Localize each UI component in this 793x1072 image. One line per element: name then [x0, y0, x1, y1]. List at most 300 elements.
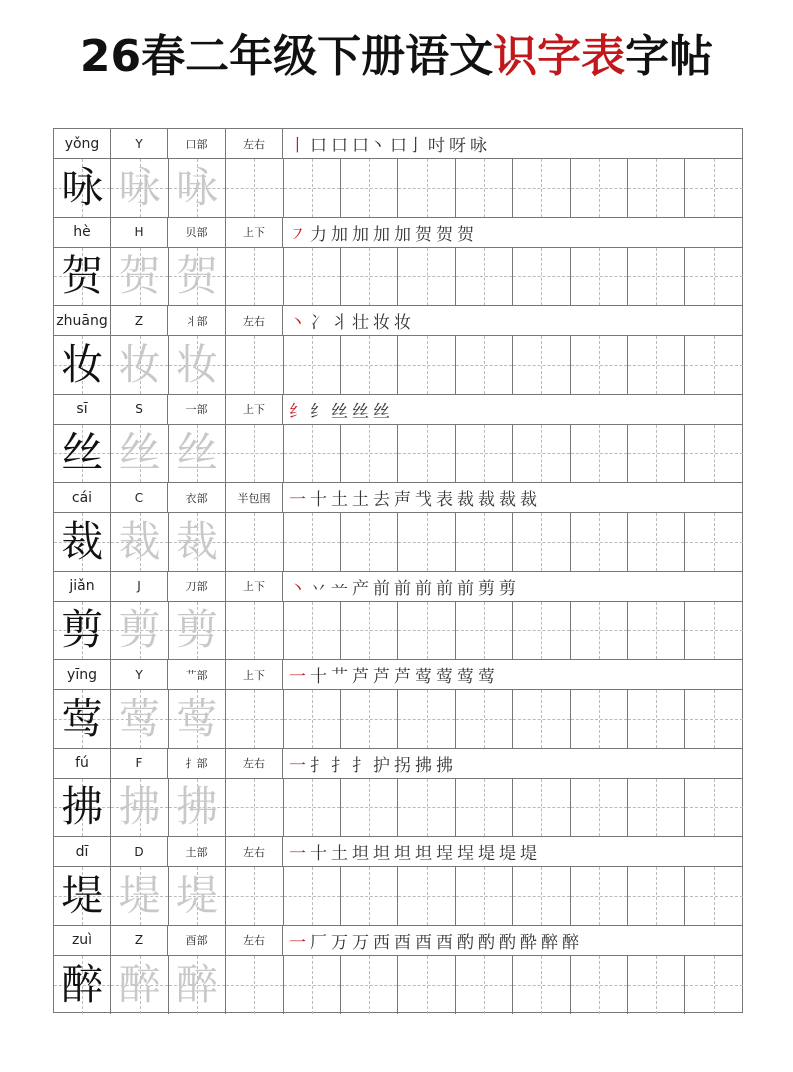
blank-practice-box[interactable] — [456, 425, 513, 483]
stroke-step: 十 — [310, 490, 327, 510]
blank-practice-box[interactable] — [685, 336, 742, 394]
blank-practice-box[interactable] — [226, 690, 283, 748]
model-character: 堤 — [61, 870, 104, 920]
blank-practice-box[interactable] — [398, 779, 455, 837]
blank-practice-box[interactable] — [456, 513, 513, 571]
trace-character: 妆 — [118, 339, 161, 389]
pinyin-label: yǒng — [54, 129, 111, 158]
blank-practice-box[interactable] — [571, 336, 628, 394]
stroke-step: 坦 — [394, 844, 411, 864]
stroke-order — [283, 306, 742, 335]
stroke-step: 莺 — [415, 667, 432, 687]
blank-practice-box[interactable] — [398, 867, 455, 925]
stroke-step: 声 — [394, 490, 411, 510]
stroke-order — [283, 926, 742, 955]
pinyin-label: yīng — [54, 660, 111, 689]
blank-practice-box[interactable] — [341, 248, 398, 306]
blank-practice-box[interactable] — [571, 690, 628, 748]
blank-practice-box[interactable] — [398, 425, 455, 483]
blank-practice-box[interactable] — [284, 602, 341, 660]
stroke-step: 土 — [352, 490, 369, 510]
structure-label: 左右 — [226, 837, 283, 866]
blank-practice-box[interactable] — [398, 956, 455, 1015]
initial-letter: Y — [111, 129, 168, 158]
blank-practice-box[interactable] — [226, 248, 283, 306]
stroke-step: 堤 — [478, 844, 495, 864]
trace-character: 醉 — [175, 959, 218, 1009]
trace-character: 咏 — [175, 162, 218, 212]
radical-label: 扌部 — [168, 749, 226, 778]
title-part-1: 26春二年级下册语文 — [79, 31, 494, 82]
stroke-step: 丝 — [331, 401, 348, 422]
pinyin-label: zuì — [54, 926, 111, 955]
stroke-step: 坦 — [415, 844, 432, 864]
trace-character: 堤 — [118, 870, 161, 920]
stroke-step: 醉 — [541, 932, 558, 953]
structure-label: 左右 — [226, 749, 283, 778]
blank-practice-box[interactable] — [628, 690, 685, 748]
blank-practice-box[interactable] — [341, 867, 398, 925]
model-character: 剪 — [61, 605, 104, 655]
stroke-step: 酌 — [499, 932, 516, 953]
blank-practice-box[interactable] — [513, 336, 570, 394]
stroke-step: 前 — [457, 578, 474, 599]
stroke-step: 丨 — [289, 136, 306, 156]
blank-practice-box[interactable] — [341, 690, 398, 748]
model-character: 丝 — [61, 428, 104, 478]
blank-practice-box[interactable] — [341, 159, 398, 217]
blank-practice-box[interactable] — [284, 779, 341, 837]
character-entry — [54, 395, 742, 484]
blank-practice-box[interactable] — [456, 336, 513, 394]
model-character: 拂 — [61, 782, 104, 832]
stroke-step: 酌 — [457, 932, 474, 953]
trace-character: 贺 — [118, 251, 161, 301]
trace-character: 咏 — [118, 162, 161, 212]
trace-character: 莺 — [118, 693, 161, 743]
blank-practice-box[interactable] — [341, 336, 398, 394]
character-entry — [54, 837, 742, 926]
trace-character: 剪 — [175, 605, 218, 655]
stroke-step: 前 — [373, 578, 390, 599]
trace-char-box — [111, 690, 168, 748]
blank-practice-box[interactable] — [628, 956, 685, 1015]
stroke-order — [283, 572, 742, 601]
stroke-step: 丝 — [373, 401, 390, 422]
stroke-step: 莺 — [457, 667, 474, 687]
stroke-step: 贺 — [436, 224, 453, 245]
stroke-step: 纟 — [289, 401, 306, 422]
initial-letter: C — [111, 483, 168, 512]
stroke-order — [283, 129, 742, 158]
stroke-step: 剪 — [478, 578, 495, 599]
blank-practice-box[interactable] — [513, 159, 570, 217]
blank-practice-box[interactable] — [685, 248, 742, 306]
writing-grid-row — [54, 248, 742, 307]
trace-character: 裁 — [175, 516, 218, 566]
character-entry — [54, 483, 742, 572]
blank-practice-box[interactable] — [571, 248, 628, 306]
blank-practice-box[interactable] — [456, 159, 513, 217]
blank-practice-box[interactable] — [226, 336, 283, 394]
blank-practice-box[interactable] — [341, 425, 398, 483]
stroke-step: 酔 — [520, 932, 537, 953]
stroke-step: 丶 — [289, 578, 306, 599]
stroke-step: 吋 — [428, 136, 445, 156]
model-char-box — [54, 602, 111, 660]
blank-practice-box[interactable] — [226, 956, 283, 1015]
blank-practice-box[interactable] — [513, 867, 570, 925]
info-row — [54, 306, 742, 336]
pinyin-label: hè — [54, 218, 111, 247]
model-char-box — [54, 779, 111, 837]
blank-practice-box[interactable] — [226, 602, 283, 660]
trace-char-box — [169, 513, 226, 571]
model-character: 妆 — [61, 339, 104, 389]
stroke-step: ㇇ — [289, 224, 306, 245]
structure-label: 左右 — [226, 306, 283, 335]
blank-practice-box[interactable] — [456, 602, 513, 660]
trace-char-box — [169, 159, 226, 217]
radical-label: 贝部 — [168, 218, 226, 247]
blank-practice-box[interactable] — [398, 690, 455, 748]
blank-practice-box[interactable] — [341, 602, 398, 660]
stroke-step: 埕 — [457, 844, 474, 864]
stroke-step: 呀 — [449, 136, 466, 156]
trace-character: 拂 — [175, 782, 218, 832]
blank-practice-box[interactable] — [284, 690, 341, 748]
trace-char-box — [169, 867, 226, 925]
stroke-step: 扌 — [310, 755, 327, 776]
stroke-step: 十 — [310, 844, 327, 864]
initial-letter: H — [111, 218, 168, 247]
blank-practice-box[interactable] — [685, 602, 742, 660]
blank-practice-box[interactable] — [571, 513, 628, 571]
blank-practice-box[interactable] — [398, 513, 455, 571]
stroke-step: 丷 — [310, 578, 327, 599]
structure-label: 上下 — [226, 395, 283, 424]
blank-practice-box[interactable] — [398, 248, 455, 306]
blank-practice-box[interactable] — [685, 779, 742, 837]
blank-practice-box[interactable] — [685, 425, 742, 483]
writing-grid-row — [54, 867, 742, 926]
model-character: 裁 — [61, 516, 104, 566]
trace-char-box — [111, 867, 168, 925]
stroke-step: 贺 — [415, 224, 432, 245]
info-row — [54, 395, 742, 425]
model-char-box — [54, 425, 111, 483]
initial-letter: D — [111, 837, 168, 866]
info-row — [54, 660, 742, 690]
blank-practice-box[interactable] — [284, 956, 341, 1015]
initial-letter: S — [111, 395, 168, 424]
stroke-step: 拐 — [394, 755, 411, 776]
stroke-step: 酉 — [394, 932, 411, 953]
trace-char-box — [169, 956, 226, 1015]
blank-practice-box[interactable] — [628, 513, 685, 571]
blank-practice-box[interactable] — [513, 248, 570, 306]
model-char-box — [54, 336, 111, 394]
character-entry — [54, 926, 742, 1015]
blank-practice-box[interactable] — [456, 690, 513, 748]
info-row — [54, 749, 742, 779]
stroke-step: 贺 — [457, 224, 474, 245]
blank-practice-box[interactable] — [513, 425, 570, 483]
trace-character: 丝 — [118, 428, 161, 478]
stroke-step: 妆 — [394, 313, 411, 333]
stroke-step: 去 — [373, 490, 390, 510]
writing-grid-row — [54, 336, 742, 395]
stroke-step: 前 — [436, 578, 453, 599]
blank-practice-box[interactable] — [628, 248, 685, 306]
radical-label: 刀部 — [168, 572, 226, 601]
stroke-step: 妆 — [373, 313, 390, 333]
blank-practice-box[interactable] — [685, 867, 742, 925]
writing-grid-row — [54, 690, 742, 749]
trace-char-box — [111, 248, 168, 306]
blank-practice-box[interactable] — [513, 779, 570, 837]
stroke-step: 裁 — [499, 490, 516, 510]
blank-practice-box[interactable] — [284, 159, 341, 217]
stroke-step: 扌 — [331, 755, 348, 776]
blank-practice-box[interactable] — [226, 159, 283, 217]
writing-grid-row — [54, 602, 742, 661]
stroke-step: 酉 — [436, 932, 453, 953]
trace-char-box — [111, 602, 168, 660]
stroke-order — [283, 395, 742, 424]
stroke-step: 裁 — [520, 490, 537, 510]
radical-label: 丬部 — [168, 306, 226, 335]
blank-practice-box[interactable] — [226, 867, 283, 925]
stroke-step: 壮 — [352, 313, 369, 333]
stroke-step: 厂 — [310, 932, 327, 953]
initial-letter: F — [111, 749, 168, 778]
writing-grid-row — [54, 513, 742, 572]
stroke-step: 加 — [394, 224, 411, 245]
structure-label: 上下 — [226, 660, 283, 689]
page-title — [0, 22, 793, 92]
trace-character: 莺 — [175, 693, 218, 743]
radical-label: 艹部 — [168, 660, 226, 689]
trace-char-box — [169, 602, 226, 660]
character-entry — [54, 129, 742, 218]
blank-practice-box[interactable] — [571, 867, 628, 925]
writing-grid-row — [54, 159, 742, 218]
stroke-step: 扌 — [352, 755, 369, 776]
blank-practice-box[interactable] — [685, 690, 742, 748]
stroke-step: 埕 — [436, 844, 453, 864]
stroke-step: 十 — [310, 667, 327, 687]
character-entry — [54, 306, 742, 395]
blank-practice-box[interactable] — [398, 336, 455, 394]
model-character: 莺 — [61, 693, 104, 743]
stroke-step: 剪 — [499, 578, 516, 599]
stroke-step: 丶 — [289, 313, 306, 333]
stroke-step: 护 — [373, 755, 390, 776]
info-row — [54, 926, 742, 956]
blank-practice-box[interactable] — [226, 425, 283, 483]
trace-char-box — [169, 425, 226, 483]
blank-practice-box[interactable] — [341, 779, 398, 837]
blank-practice-box[interactable] — [628, 159, 685, 217]
stroke-step: 产 — [352, 578, 369, 599]
stroke-step: 加 — [331, 224, 348, 245]
model-char-box — [54, 690, 111, 748]
trace-character: 堤 — [175, 870, 218, 920]
stroke-step: 万 — [331, 932, 348, 953]
stroke-order — [283, 483, 742, 512]
trace-char-box — [111, 956, 168, 1015]
blank-practice-box[interactable] — [284, 336, 341, 394]
blank-practice-box[interactable] — [513, 513, 570, 571]
model-character: 醉 — [61, 959, 104, 1009]
pinyin-label: jiǎn — [54, 572, 111, 601]
model-character: 贺 — [61, 251, 104, 301]
structure-label: 半包围 — [226, 483, 283, 512]
stroke-step: 一 — [289, 755, 306, 776]
blank-practice-box[interactable] — [284, 425, 341, 483]
writing-grid-row — [54, 956, 742, 1015]
radical-label: 衣部 — [168, 483, 226, 512]
trace-character: 丝 — [175, 428, 218, 478]
blank-practice-box[interactable] — [628, 867, 685, 925]
trace-char-box — [169, 336, 226, 394]
blank-practice-box[interactable] — [284, 248, 341, 306]
stroke-step: 西 — [373, 932, 390, 953]
radical-label: 一部 — [168, 395, 226, 424]
blank-practice-box[interactable] — [456, 779, 513, 837]
stroke-step: 前 — [415, 578, 432, 599]
practice-sheet — [53, 128, 743, 1013]
stroke-step: 土 — [331, 844, 348, 864]
stroke-step: 纟 — [310, 401, 327, 422]
writing-grid-row — [54, 425, 742, 484]
stroke-step: 表 — [436, 490, 453, 510]
trace-character: 醉 — [118, 959, 161, 1009]
blank-practice-box[interactable] — [284, 513, 341, 571]
trace-character: 裁 — [118, 516, 161, 566]
blank-practice-box[interactable] — [398, 602, 455, 660]
pinyin-label: dī — [54, 837, 111, 866]
blank-practice-box[interactable] — [571, 602, 628, 660]
info-row — [54, 837, 742, 867]
title-highlight: 识字表 — [493, 31, 626, 82]
title-part-3: 字帖 — [625, 31, 714, 82]
model-char-box — [54, 248, 111, 306]
structure-label: 左右 — [226, 926, 283, 955]
blank-practice-box[interactable] — [456, 867, 513, 925]
pinyin-label: cái — [54, 483, 111, 512]
radical-label: 口部 — [168, 129, 226, 158]
blank-practice-box[interactable] — [571, 159, 628, 217]
model-character: 咏 — [61, 162, 104, 212]
blank-practice-box[interactable] — [284, 867, 341, 925]
stroke-step: 前 — [394, 578, 411, 599]
blank-practice-box[interactable] — [571, 425, 628, 483]
trace-char-box — [169, 690, 226, 748]
blank-practice-box[interactable] — [513, 602, 570, 660]
trace-character: 贺 — [175, 251, 218, 301]
stroke-step: 堤 — [499, 844, 516, 864]
initial-letter: J — [111, 572, 168, 601]
blank-practice-box[interactable] — [628, 779, 685, 837]
blank-practice-box[interactable] — [226, 513, 283, 571]
stroke-step: 咏 — [470, 136, 487, 156]
model-char-box — [54, 159, 111, 217]
stroke-step: 口亅 — [390, 136, 424, 156]
initial-letter: Z — [111, 926, 168, 955]
stroke-step: 䒑 — [331, 578, 348, 599]
stroke-step: 裁 — [478, 490, 495, 510]
stroke-step: 芦 — [373, 667, 390, 687]
model-char-box — [54, 513, 111, 571]
model-char-box — [54, 956, 111, 1015]
character-entry — [54, 660, 742, 749]
character-entry — [54, 218, 742, 307]
stroke-step: 一 — [289, 667, 306, 687]
info-row — [54, 129, 742, 159]
blank-practice-box[interactable] — [685, 956, 742, 1015]
stroke-step: 土 — [331, 490, 348, 510]
stroke-step: 口丶 — [352, 136, 386, 156]
blank-practice-box[interactable] — [571, 956, 628, 1015]
blank-practice-box[interactable] — [513, 690, 570, 748]
stroke-step: 一 — [289, 844, 306, 864]
trace-char-box — [169, 779, 226, 837]
blank-practice-box[interactable] — [628, 425, 685, 483]
blank-practice-box[interactable] — [456, 956, 513, 1015]
stroke-step: 莺 — [436, 667, 453, 687]
blank-practice-box[interactable] — [456, 248, 513, 306]
stroke-step: 一 — [289, 932, 306, 953]
blank-practice-box[interactable] — [513, 956, 570, 1015]
structure-label: 上下 — [226, 218, 283, 247]
trace-character: 妆 — [175, 339, 218, 389]
writing-grid-row — [54, 779, 742, 838]
structure-label: 上下 — [226, 572, 283, 601]
blank-practice-box[interactable] — [685, 159, 742, 217]
blank-practice-box[interactable] — [571, 779, 628, 837]
blank-practice-box[interactable] — [628, 336, 685, 394]
trace-character: 剪 — [118, 605, 161, 655]
blank-practice-box[interactable] — [226, 779, 283, 837]
character-entry — [54, 572, 742, 661]
character-entry — [54, 749, 742, 838]
initial-letter: Z — [111, 306, 168, 335]
blank-practice-box[interactable] — [628, 602, 685, 660]
radical-label: 酉部 — [168, 926, 226, 955]
stroke-step: 丝 — [352, 401, 369, 422]
stroke-step: 酉 — [415, 932, 432, 953]
stroke-step: 口 — [310, 136, 327, 156]
blank-practice-box[interactable] — [341, 513, 398, 571]
info-row — [54, 218, 742, 248]
trace-character: 拂 — [118, 782, 161, 832]
trace-char-box — [111, 159, 168, 217]
blank-practice-box[interactable] — [685, 513, 742, 571]
stroke-step: 芦 — [352, 667, 369, 687]
stroke-step: 万 — [352, 932, 369, 953]
trace-char-box — [111, 513, 168, 571]
stroke-step: 堤 — [520, 844, 537, 864]
stroke-step: 拂 — [436, 755, 453, 776]
stroke-step: 莺 — [478, 667, 495, 687]
stroke-step: 芦 — [394, 667, 411, 687]
stroke-step: 冫 — [310, 313, 327, 333]
blank-practice-box[interactable] — [398, 159, 455, 217]
stroke-step: 加 — [352, 224, 369, 245]
blank-practice-box[interactable] — [341, 956, 398, 1015]
